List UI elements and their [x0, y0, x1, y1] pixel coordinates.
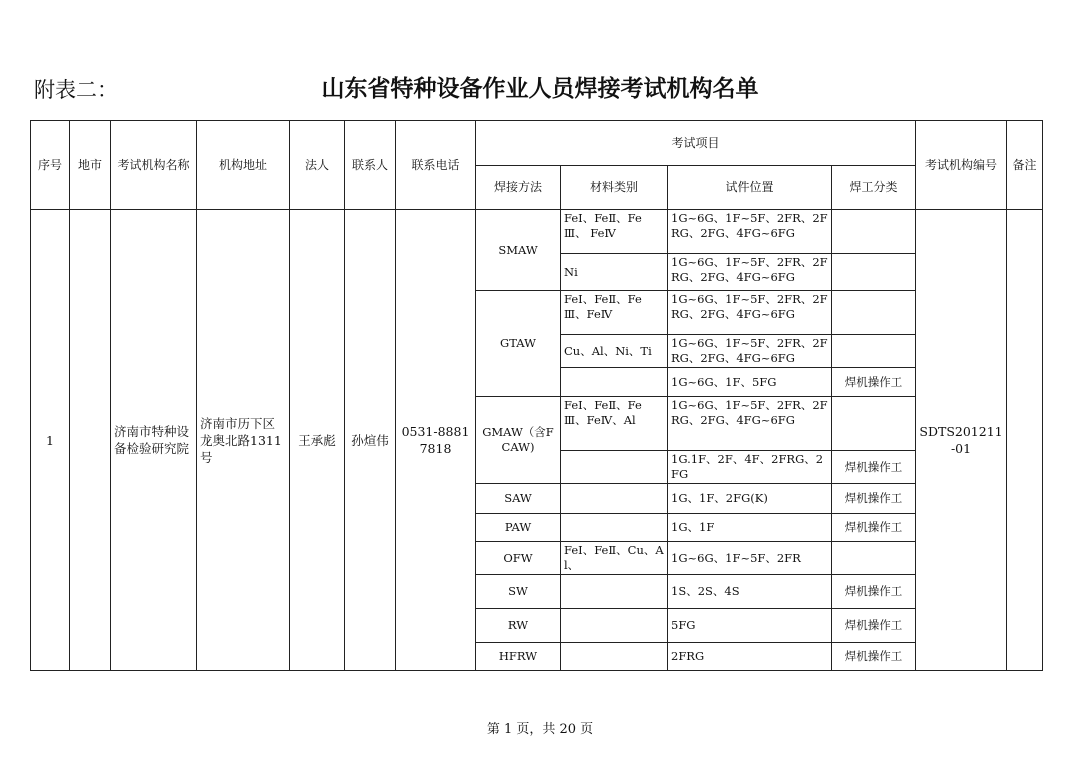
header-phone: 联系电话 — [396, 121, 476, 210]
material-cell: FeⅠ、FeⅡ、FeⅢ、FeⅣ、Al — [561, 397, 668, 451]
material-cell: FeⅠ、FeⅡ、FeⅢ、 FeⅣ — [561, 210, 668, 254]
org-name-cell: 济南市特种设备检验研究院 — [111, 210, 197, 671]
method-cell: GMAW（含FCAW) — [476, 397, 561, 484]
welder-type-cell: 焊机操作工 — [832, 609, 916, 643]
header-legal: 法人 — [290, 121, 345, 210]
header-address: 机构地址 — [197, 121, 290, 210]
position-cell: 1G~6G、1F~5F、2FR、2FRG、2FG、4FG~6FG — [668, 397, 832, 451]
header-position: 试件位置 — [668, 166, 832, 210]
table-row — [31, 210, 1043, 254]
header-method: 焊接方法 — [476, 166, 561, 210]
welder-type-cell — [832, 210, 916, 254]
header-welder-type: 焊工分类 — [832, 166, 916, 210]
position-cell: 1G~6G、1F~5F、2FR — [668, 542, 832, 575]
header-remark: 备注 — [1007, 121, 1043, 210]
material-cell: FeⅠ、FeⅡ、Cu、Al、 — [561, 542, 668, 575]
position-cell: 1G.1F、2F、4F、2FRG、2FG — [668, 451, 832, 484]
method-cell: OFW — [476, 542, 561, 575]
welder-type-cell — [832, 542, 916, 575]
seq-cell: 1 — [31, 210, 70, 671]
method-cell: GTAW — [476, 291, 561, 397]
welder-type-cell — [832, 397, 916, 451]
method-cell: SAW — [476, 484, 561, 514]
header-contact: 联系人 — [345, 121, 396, 210]
position-cell: 1G~6G、1F~5F、2FR、2FRG、2FG、4FG~6FG — [668, 291, 832, 335]
welder-type-cell: 焊机操作工 — [832, 451, 916, 484]
appendix-label: 附表二： — [34, 78, 118, 102]
welder-type-cell: 焊机操作工 — [832, 575, 916, 609]
address-cell: 济南市历下区龙奥北路1311号 — [197, 210, 290, 671]
welder-type-cell — [832, 254, 916, 291]
position-cell: 1G、1F — [668, 514, 832, 542]
welder-type-cell: 焊机操作工 — [832, 484, 916, 514]
position-cell: 5FG — [668, 609, 832, 643]
method-cell: SW — [476, 575, 561, 609]
position-cell: 1G~6G、1F~5F、2FR、2FRG、2FG、4FG~6FG — [668, 335, 832, 368]
header-seq: 序号 — [31, 121, 70, 210]
legal-cell: 王承彪 — [290, 210, 345, 671]
welder-type-cell: 焊机操作工 — [832, 643, 916, 671]
position-cell: 1G~6G、1F~5F、2FR、2FRG、2FG、4FG~6FG — [668, 254, 832, 291]
header-material: 材料类别 — [561, 166, 668, 210]
position-cell: 1G~6G、1F~5F、2FR、2FRG、2FG、4FG~6FG — [668, 210, 832, 254]
header-exam-items: 考试项目 — [476, 121, 916, 166]
remark-cell — [1007, 210, 1043, 671]
page-number: 第 1 页，共 20 页 — [486, 722, 594, 737]
method-cell: HFRW — [476, 643, 561, 671]
method-cell: PAW — [476, 514, 561, 542]
material-cell — [561, 484, 668, 514]
material-cell — [561, 514, 668, 542]
welder-type-cell: 焊机操作工 — [832, 368, 916, 397]
material-cell: FeⅠ、FeⅡ、FeⅢ、FeⅣ — [561, 291, 668, 335]
material-cell: Cu、Al、Ni、Ti — [561, 335, 668, 368]
method-cell: RW — [476, 609, 561, 643]
exam-institution-table — [30, 120, 1043, 671]
header-org-code: 考试机构编号 — [916, 121, 1007, 210]
material-cell — [561, 575, 668, 609]
welder-type-cell: 焊机操作工 — [832, 514, 916, 542]
material-cell — [561, 643, 668, 671]
welder-type-cell — [832, 291, 916, 335]
method-cell: SMAW — [476, 210, 561, 291]
city-cell — [70, 210, 111, 671]
material-cell — [561, 451, 668, 484]
material-cell — [561, 609, 668, 643]
header-org-name: 考试机构名称 — [111, 121, 197, 210]
contact-cell: 孙煊伟 — [345, 210, 396, 671]
org-code-cell: SDTS201211-01 — [916, 210, 1007, 671]
position-cell: 1S、2S、4S — [668, 575, 832, 609]
page-title: 山东省特种设备作业人员焊接考试机构名单 — [321, 76, 759, 102]
phone-cell: 0531-88817818 — [396, 210, 476, 671]
position-cell: 2FRG — [668, 643, 832, 671]
position-cell: 1G~6G、1F、5FG — [668, 368, 832, 397]
material-cell: Ni — [561, 254, 668, 291]
header-city: 地市 — [70, 121, 111, 210]
position-cell: 1G、1F、2FG(K) — [668, 484, 832, 514]
material-cell — [561, 368, 668, 397]
welder-type-cell — [832, 335, 916, 368]
